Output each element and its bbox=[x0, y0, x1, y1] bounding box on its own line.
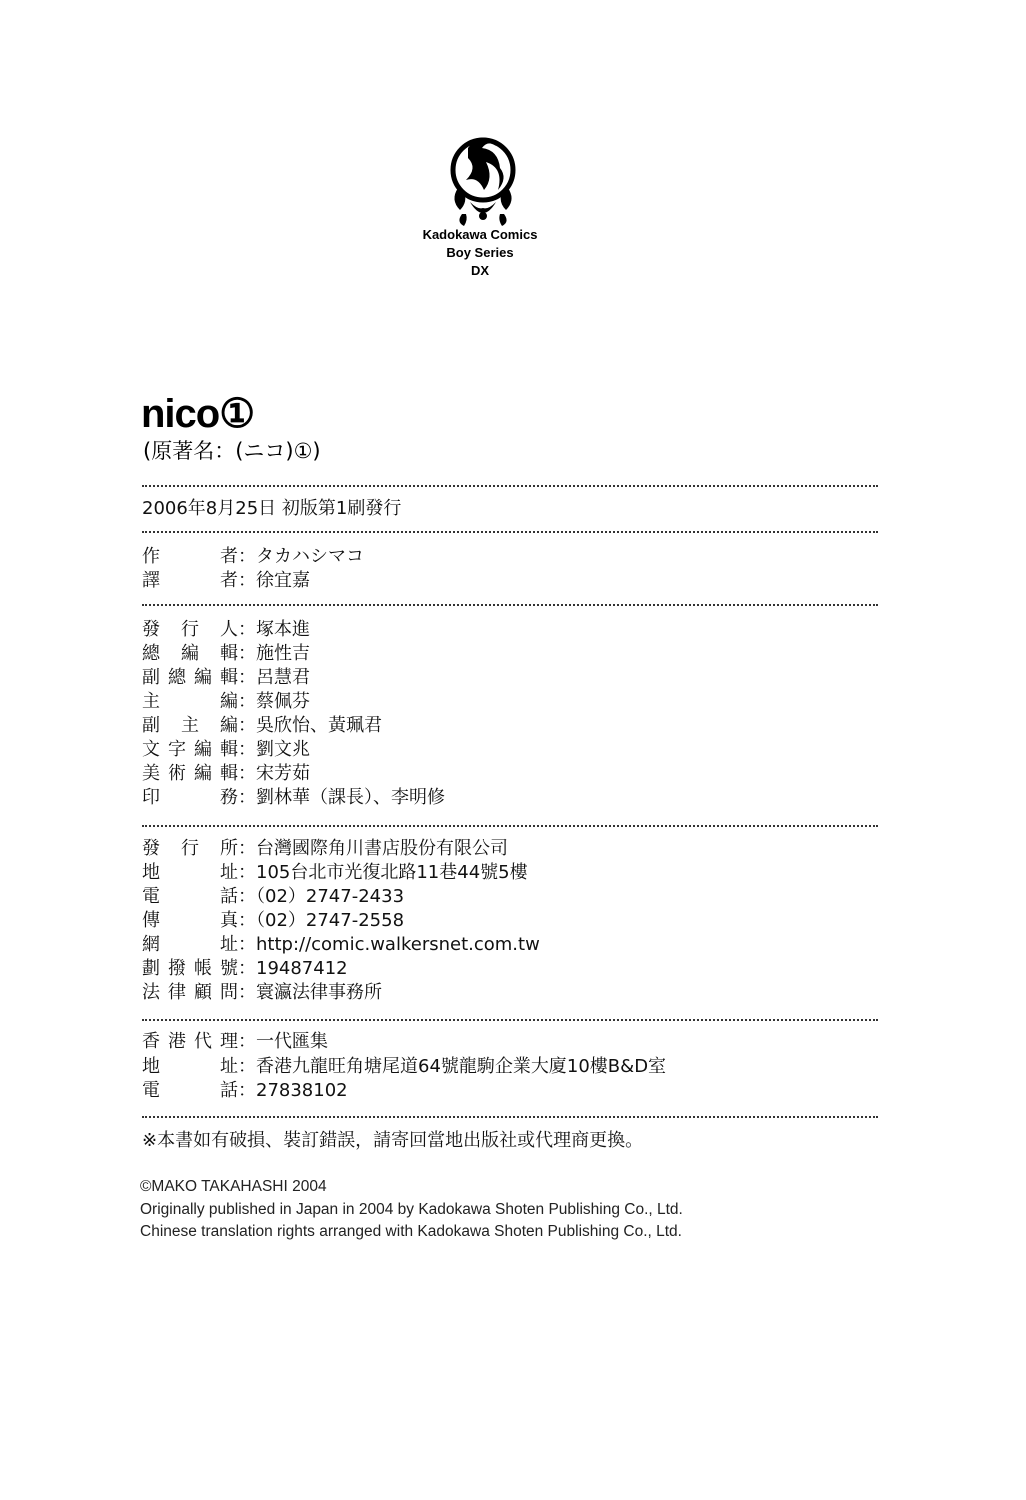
publisher-row bbox=[142, 909, 404, 933]
staff-label: 發 行 人 bbox=[142, 619, 238, 640]
publisher-row bbox=[142, 885, 404, 909]
staff-row bbox=[142, 714, 382, 738]
hongkong-row bbox=[142, 1030, 328, 1054]
series-line: Kadokawa Comics bbox=[422, 227, 538, 242]
publisher-value: ：台灣國際角川書店股份有限公司 bbox=[238, 838, 508, 859]
dotted-divider bbox=[142, 604, 878, 606]
staff-label: 印 務 bbox=[142, 787, 238, 808]
phoenix-emblem-icon bbox=[438, 128, 528, 228]
issue-date: 2006年8月25日 初版第1刷發行 bbox=[142, 498, 402, 519]
hongkong-label: 地 址 bbox=[142, 1056, 238, 1077]
original-title: (原著名：(ニコ)①) bbox=[143, 439, 321, 463]
publisher-value: ：105台北市光復北路11巷44號5樓 bbox=[238, 862, 528, 883]
hongkong-row bbox=[142, 1055, 666, 1079]
publisher-row bbox=[142, 981, 382, 1005]
staff-value: ：施性吉 bbox=[238, 643, 310, 664]
credit-label: 作 者 bbox=[142, 546, 238, 567]
publisher-label: 傳 真 bbox=[142, 910, 238, 931]
staff-label: 副 主 編 bbox=[142, 715, 238, 736]
staff-row bbox=[142, 666, 310, 690]
staff-label: 美術編輯 bbox=[142, 763, 238, 784]
damage-notice: ※本書如有破損、裝訂錯誤，請寄回當地出版社或代理商更換。 bbox=[142, 1130, 644, 1151]
credit-label: 譯 者 bbox=[142, 570, 238, 591]
dotted-divider bbox=[142, 531, 878, 533]
hongkong-value: ：一代匯集 bbox=[238, 1031, 328, 1052]
staff-value: ：蔡佩芬 bbox=[238, 691, 310, 712]
publisher-label: 網 址 bbox=[142, 934, 238, 955]
hongkong-row bbox=[142, 1079, 348, 1103]
publisher-value: ：寰瀛法律事務所 bbox=[238, 982, 382, 1003]
copyright-line: Chinese translation rights arranged with Kadokawa Shoten Publishing Co., Ltd. bbox=[140, 1223, 682, 1240]
hongkong-label: 香港代理 bbox=[142, 1031, 238, 1052]
publisher-row bbox=[142, 861, 528, 885]
staff-value: ：吳欣怡、黃珮君 bbox=[238, 715, 382, 736]
staff-value: ：呂慧君 bbox=[238, 667, 310, 688]
publisher-row bbox=[142, 957, 348, 981]
publisher-row bbox=[142, 837, 508, 861]
dotted-divider bbox=[142, 825, 878, 827]
credit-value: ：徐宜嘉 bbox=[238, 570, 310, 591]
staff-label: 副總編輯 bbox=[142, 667, 238, 688]
staff-label: 主 編 bbox=[142, 691, 238, 712]
series-label bbox=[380, 226, 580, 280]
publisher-label: 電 話 bbox=[142, 886, 238, 907]
copyright-line: Originally published in Japan in 2004 by Kadokawa Shoten Publishing Co., Ltd. bbox=[140, 1201, 683, 1218]
staff-value: ：宋芳茹 bbox=[238, 763, 310, 784]
publisher-row bbox=[142, 933, 540, 957]
credit-value: ：タカハシマコ bbox=[238, 546, 364, 567]
book-title: nico① bbox=[141, 392, 255, 436]
staff-row bbox=[142, 690, 310, 714]
staff-row bbox=[142, 738, 310, 762]
series-line: DX bbox=[470, 263, 490, 278]
dotted-divider bbox=[142, 1116, 878, 1118]
staff-row bbox=[142, 642, 310, 666]
publisher-label: 地 址 bbox=[142, 862, 238, 883]
staff-value: ：劉林華（課長）、李明修 bbox=[238, 787, 445, 808]
staff-label: 總 編 輯 bbox=[142, 643, 238, 664]
staff-row bbox=[142, 762, 310, 786]
publisher-label: 劃撥帳號 bbox=[142, 958, 238, 979]
website-link[interactable]: ：http://comic.walkersnet.com.tw bbox=[238, 934, 540, 955]
staff-row bbox=[142, 618, 310, 642]
dotted-divider bbox=[142, 485, 878, 487]
copyright-line: ©MAKO TAKAHASHI 2004 bbox=[140, 1178, 327, 1195]
publisher-value: ：（02）2747-2433 bbox=[238, 886, 405, 907]
publisher-value: ：（02）2747-2558 bbox=[238, 910, 405, 931]
staff-value: ：塚本進 bbox=[238, 619, 310, 640]
publisher-value: ：19487412 bbox=[238, 958, 348, 979]
staff-value: ：劉文兆 bbox=[238, 739, 310, 760]
series-line: Boy Series bbox=[446, 245, 514, 260]
publisher-label: 發 行 所 bbox=[142, 838, 238, 859]
credit-row bbox=[142, 545, 364, 569]
staff-label: 文字編輯 bbox=[142, 739, 238, 760]
hongkong-value: ：香港九龍旺角塘尾道64號龍駒企業大廈10樓B&D室 bbox=[238, 1056, 667, 1077]
hongkong-label: 電 話 bbox=[142, 1080, 238, 1101]
hongkong-value: ：27838102 bbox=[238, 1080, 348, 1101]
dotted-divider bbox=[142, 1019, 878, 1021]
staff-row bbox=[142, 786, 445, 810]
publisher-label: 法律顧問 bbox=[142, 982, 238, 1003]
credit-row bbox=[142, 569, 310, 593]
